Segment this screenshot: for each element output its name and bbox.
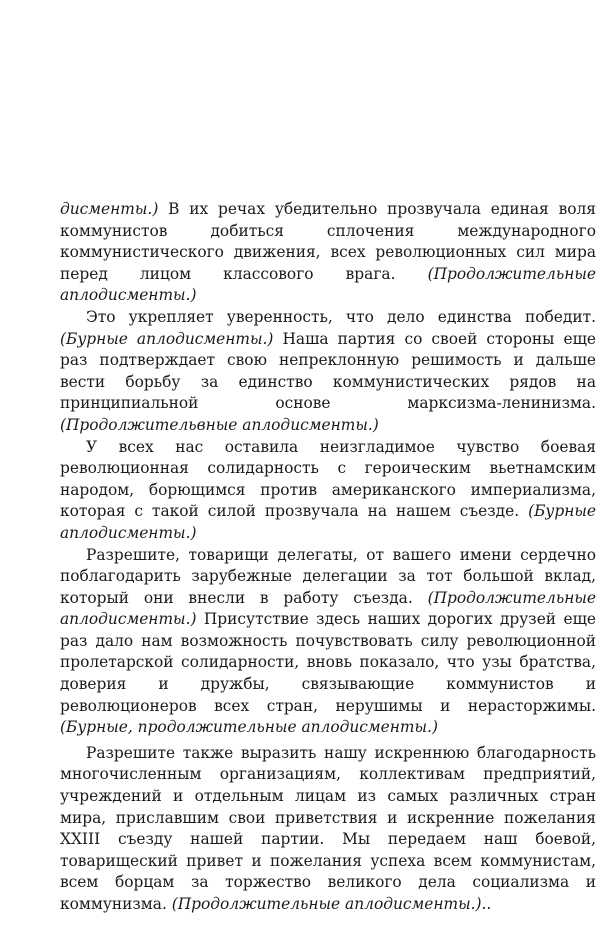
audience-remark: дисменты.) — [60, 200, 159, 218]
paragraph — [60, 743, 596, 916]
audience-remark: (Бурные, продолжительные аплодисменты.) — [60, 718, 438, 737]
speech-text: Разрешите также выразить нашу искреннюю благодарность многочисленным организациям, коллективам предприятий, учреждений и отдельным лицам из самых различных стран мира, приславшим свои приветствия и искренние пожелания XXIII съезду нашей партии. Мы передаем наш боевой, товарищеский привет и пожелания успеха всем коммунистам, всем борцам за торжество великого дела социализма и коммунизма. — [60, 743, 596, 913]
ellipsis-text: .. — [481, 895, 492, 913]
speech-text: Разрешите, товарищи делегаты, от вашего имени сердечно поблагодарить зарубежные делегации за тот большой вклад, который они внесли в работу съезда. — [60, 545, 596, 607]
audience-remark: (Продолжительные аплодисменты.) — [171, 895, 482, 913]
audience-remark: (Продолжительвные аплодисменты.) — [60, 415, 379, 434]
paragraph — [60, 437, 596, 545]
paragraph — [60, 545, 596, 739]
body-text — [60, 199, 596, 916]
paragraph — [60, 307, 596, 437]
paragraph — [60, 199, 596, 307]
speech-text: Присутствие здесь наших дорогих друзей еще раз дало нам возможность почувствовать силу революционной пролетарской солидарности, вновь показало, что узы братства, доверия и дружбы, связывающие коммунистов и революционеров всех стран, нерушимы и нерасторжимы. — [60, 610, 596, 715]
audience-remark: (Продолжительные аплодисменты.) — [60, 588, 596, 629]
speech-text: Наша партия со своей стороны еще раз подтверждает свою непреклонную решимость и дальше вести борьбу за единство коммунистических рядов на принципиальной основе марксизма-ленинизма. — [60, 329, 596, 413]
audience-remark: (Бурные аплодисменты.) — [60, 502, 596, 542]
speech-text: У всех нас оставила неизгладимое чувство боевая революционная солидарность с героическим вьетнамским народом, борющимся против американского империализма, которая с такой силой прозвучала на нашем съезде. — [60, 437, 596, 521]
audience-remark: (Бурные аплодисменты.) — [60, 329, 274, 348]
audience-remark: (Продолжительные аплодисменты.) — [60, 264, 596, 305]
speech-text: Это укрепляет уверенность, что дело единства победит. — [86, 307, 596, 326]
speech-text: В их речах убедительно прозвучала единая воля коммунистов добиться сплочения международного коммунистического движения, всех революционных сил мира перед лицом классового врага. — [60, 200, 596, 283]
